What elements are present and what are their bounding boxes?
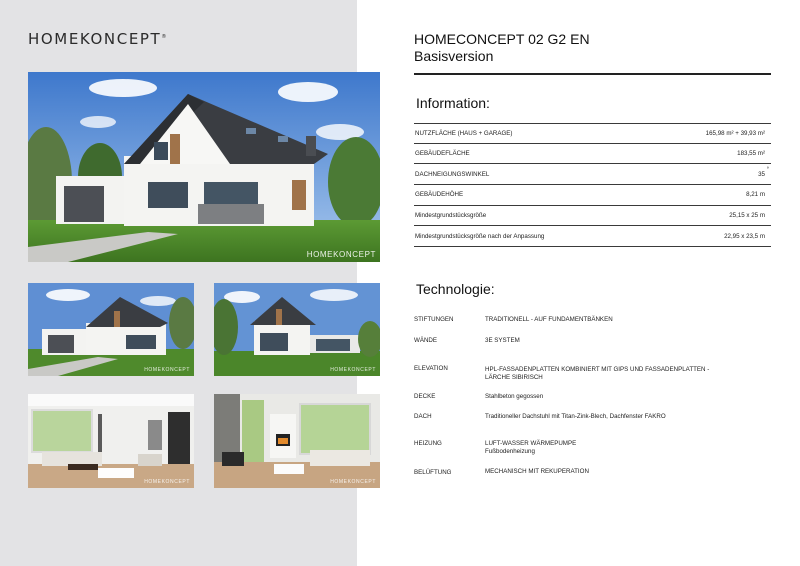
info-label: Mindestgrundstücksgröße nach der Anpassung (415, 232, 545, 240)
document-title (414, 31, 590, 65)
information-heading: Information: (416, 95, 490, 111)
info-label: GEBÄUDEFLÄCHE (415, 150, 470, 158)
title-version: Basisversion (414, 48, 494, 64)
info-label: GEBÄUDEHÖHE (415, 191, 464, 199)
info-row-gebaeudeflaeche (414, 144, 771, 165)
tech-value: TRADITIONELL - AUF FUNDAMENTBÄNKEN (485, 316, 613, 323)
title-model: HOMECONCEPT 02 G2 EN (414, 31, 590, 47)
brand-logo (28, 30, 166, 48)
tech-value: MECHANISCH MIT REKUPERATION (485, 468, 589, 475)
information-table (414, 123, 771, 247)
info-value: 35 (758, 170, 765, 178)
fireplace-room-illustration (214, 394, 380, 488)
tech-value (485, 440, 745, 456)
watermark: HOMEKONCEPT (144, 367, 190, 373)
watermark: HOMEKONCEPT (306, 250, 376, 259)
info-label: NUTZFLÄCHE (HAUS + GARAGE) (415, 129, 513, 137)
house-front-illustration (28, 72, 380, 262)
info-row-dachneigungswinkel (414, 164, 771, 185)
title-divider (414, 73, 771, 75)
tech-value: Traditioneller Dachstuhl mit Titan-Zink-Blech, Dachfenster FAKRO (485, 413, 666, 420)
info-row-nutzflaeche (414, 123, 771, 144)
info-label: Mindestgrundstücksgröße (415, 212, 487, 220)
info-row-mindestgrundstueck (414, 206, 771, 227)
main-exterior-photo (28, 72, 380, 262)
info-value: 22,95 x 23,5 m (724, 232, 765, 240)
brand-logo-text: HOMEKONCEPT (28, 30, 162, 48)
tech-label: ELEVATION (414, 365, 448, 372)
exterior-photo-garden (214, 283, 380, 376)
tech-value: HPL-FASSADENPLATTEN KOMBINIERT MIT GIPS UND FASSADENPLATTEN - LÄRCHE SIBIRISCH (485, 366, 710, 382)
exterior-photo-front (28, 283, 194, 376)
watermark: HOMEKONCEPT (144, 479, 190, 485)
tech-label: DECKE (414, 393, 436, 400)
degree-mark: ° (766, 167, 769, 174)
tech-value: Stahlbeton gegossen (485, 393, 544, 400)
info-label: DACHNEIGUNGSWINKEL (415, 170, 490, 178)
info-value: 183,55 m² (737, 150, 765, 158)
tech-label: STIFTUNGEN (414, 316, 454, 323)
house-garden-illustration (214, 283, 380, 376)
info-value: 165,98 m² + 39,93 m² (705, 129, 765, 137)
info-row-gebaeudehoehe (414, 185, 771, 206)
house-front-illustration (28, 283, 194, 376)
info-value: 25,15 x 25 m (729, 212, 765, 220)
info-row-mindestgrundstueck-angepasst (414, 226, 771, 247)
registered-mark: ® (161, 34, 167, 40)
technology-heading: Technologie: (416, 281, 495, 297)
tech-value-line1: LUFT-WASSER WÄRMEPUMPE (485, 440, 577, 447)
watermark: HOMEKONCEPT (330, 367, 376, 373)
tech-value: 3E SYSTEM (485, 337, 520, 344)
interior-photo-fireplace (214, 394, 380, 488)
tech-label: BELÜFTUNG (414, 469, 452, 476)
info-value: 8,21 m (746, 191, 765, 199)
living-room-illustration (28, 394, 194, 488)
tech-value-line2: Fußbodenheizung (485, 448, 535, 456)
tech-label: WÄNDE (414, 337, 438, 344)
tech-label: DACH (414, 413, 432, 420)
tech-label: HEIZUNG (414, 440, 442, 447)
watermark: HOMEKONCEPT (330, 479, 376, 485)
interior-photo-living-room (28, 394, 194, 488)
